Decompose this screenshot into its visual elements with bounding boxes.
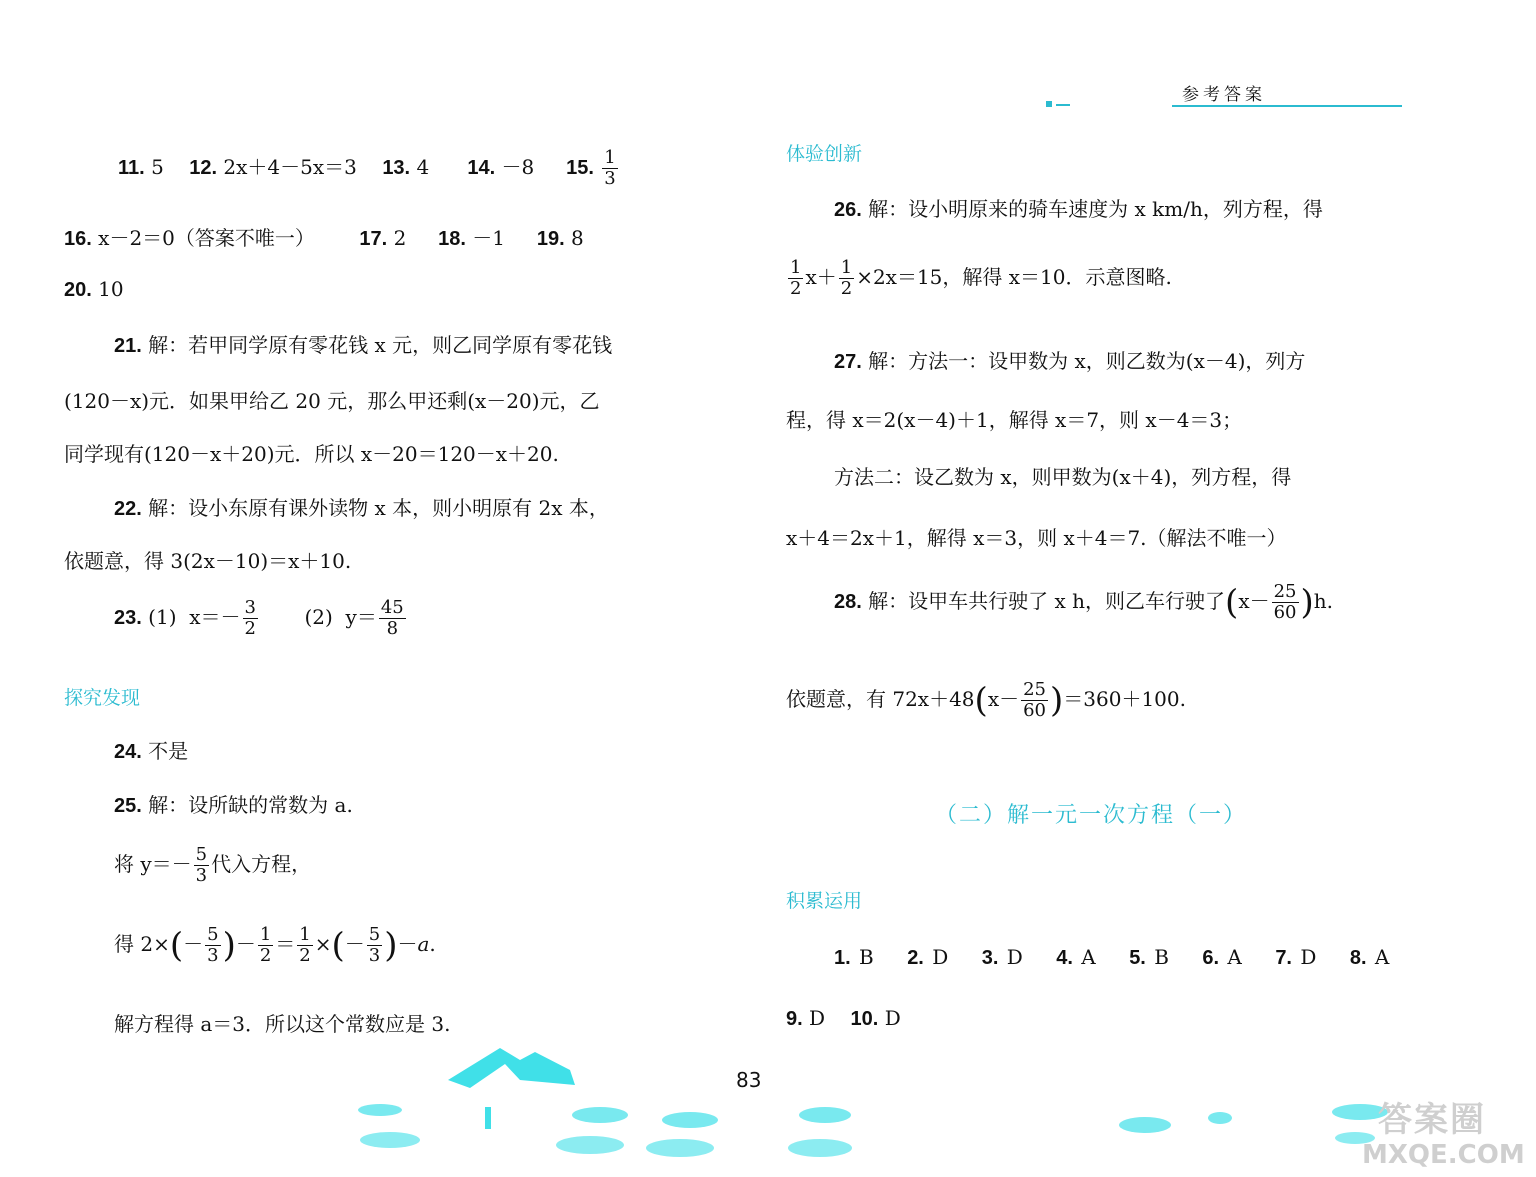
answer-28-line2: 依题意，有 72x＋48(x－ $\frac{25}{60}$ )＝360＋100. [786, 679, 1186, 721]
answer-27-line2: 程，得 x＝2(x－4)＋1，解得 x＝7，则 x－4＝3； [786, 408, 1243, 432]
watermark-logo-text: 答案圈 [1378, 1100, 1486, 1140]
answer-21: 21. 解：若甲同学原有零花钱 x 元，则乙同学原有零花钱 [114, 333, 613, 357]
header-decoration-left [1046, 101, 1070, 107]
fraction: $\frac{25}{60}$ [1023, 679, 1046, 721]
fraction: $\frac{1}{2}$ [790, 257, 802, 299]
page-number: 83 [736, 1068, 762, 1092]
answer-line-20: 20. 10 [64, 277, 124, 301]
answer-25-line3: 得 2×(－ $\frac{5}{3}$ )－ $\frac{1}{2}$ ＝ $\frac{1}{2}$ ×(－ $\frac{5}{3}$ )－a. [114, 924, 436, 966]
answer-26-line2: $\frac{1}{2}$ x＋ $\frac{1}{2}$ ×2x＝15，解得 x＝10．示意图略. [790, 257, 1172, 299]
answer-28: 28. 解：设甲车共行驶了 x h，则乙车行驶了(x－ $\frac{25}{60}$ )h. [834, 581, 1334, 623]
header-rule [1172, 105, 1402, 107]
answer-21-line3: 同学现有(120－x＋20)元．所以 x－20＝120－x＋20. [64, 442, 559, 466]
fraction: $\frac{5}{3}$ [368, 924, 381, 966]
header-title: 参考答案 [1182, 85, 1266, 105]
section-heading-experience: 体验创新 [786, 143, 863, 165]
answer-23: 23. (1) x＝－ $\frac{3}{2}$ (2) y＝ $\frac{45}{8}$ [114, 597, 404, 639]
answer-27-line3: 方法二：设乙数为 x，则甲数为(x＋4)，列方程，得 [834, 465, 1292, 489]
answer-22: 22. 解：设小东原有课外读物 x 本，则小明原有 2x 本， [114, 496, 609, 520]
fraction: $\frac{5}{3}$ [195, 844, 208, 886]
section-heading-accumulate: 积累运用 [786, 890, 863, 912]
answer-26: 26. 解：设小明原来的骑车速度为 x km/h，列方程，得 [834, 197, 1323, 221]
answer-22-line2: 依题意，得 3(2x－10)＝x＋10. [64, 549, 352, 573]
fraction: $\frac{1}{2}$ [259, 924, 272, 966]
house-roof-icon [448, 1048, 575, 1088]
answer-25-line2: 将 y＝－ $\frac{5}{3}$ 代入方程， [114, 844, 312, 886]
answer-line-11-15: 11. 5 12. 2x＋4－5x＝3 13. 4 14. －8 15. $\frac{1}{3}$ [118, 147, 616, 189]
answer-27: 27. 解：方法一：设甲数为 x，则乙数为(x－4)，列方 [834, 349, 1306, 373]
answer-25-line4: 解方程得 a＝3．所以这个常数应是 3. [114, 1012, 451, 1036]
fraction: $\frac{5}{3}$ [207, 924, 219, 966]
answer-25: 25. 解：设所缺的常数为 a. [114, 793, 353, 817]
fraction: $\frac{25}{60}$ [1273, 581, 1297, 623]
answer-27-line4: x＋4＝2x＋1，解得 x＝3，则 x＋4＝7.（解法不唯一） [786, 526, 1287, 550]
answer-21-line2: (120－x)元．如果甲给乙 20 元，那么甲还剩(x－20)元，乙 [64, 389, 600, 413]
fraction: $\frac{45}{8}$ [380, 597, 404, 639]
footer-decoration [0, 1040, 1536, 1177]
chapter-title: （二）解一元一次方程（一） [935, 803, 1248, 828]
fraction: $\frac{3}{2}$ [244, 597, 256, 639]
fraction: $\frac{1}{2}$ [299, 924, 311, 966]
section-heading-explore: 探究发现 [64, 687, 141, 709]
answer-line-16-19: 16. x－2＝0（答案不唯一） 17. 2 18. －1 19. 8 [64, 226, 584, 250]
watermark-url: MXQE.COM [1362, 1140, 1525, 1170]
fraction: $\frac{1}{2}$ [840, 257, 853, 299]
mc-answers-line2: 9. D 10. D [786, 1006, 901, 1030]
mc-answers-line1: 1. B 2. D 3. D 4. A 5. B 6. A 7. D 8. A [834, 945, 1390, 969]
fraction: $\frac{1}{3}$ [604, 147, 616, 189]
answer-24: 24. 不是 [114, 739, 189, 763]
